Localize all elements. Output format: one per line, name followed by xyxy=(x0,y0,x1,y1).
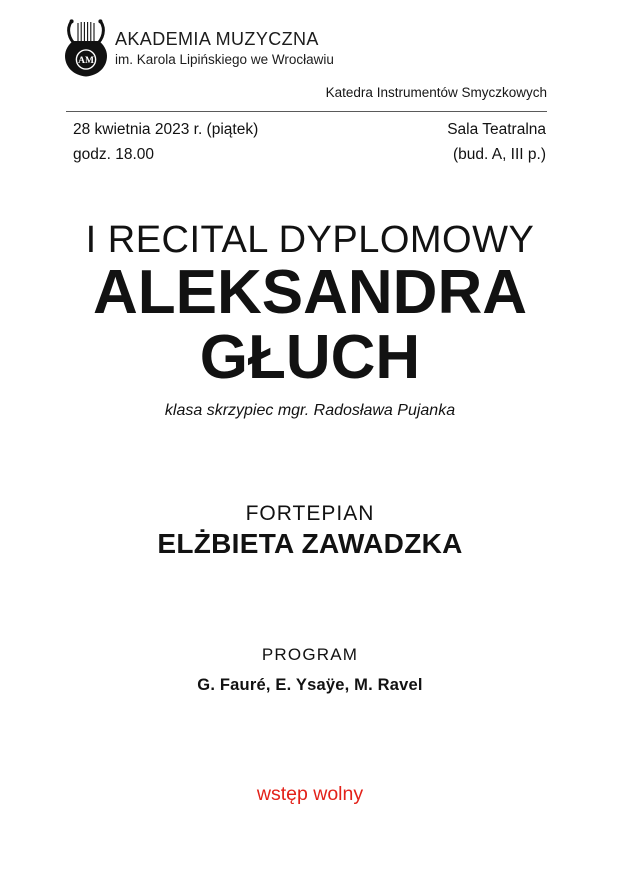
header-divider xyxy=(66,111,547,112)
performer-name xyxy=(0,260,620,390)
event-time: godz. 18.00 xyxy=(73,146,155,163)
performer-first-name: ALEKSANDRA xyxy=(93,258,527,327)
department-name: Katedra Instrumentów Smyczkowych xyxy=(325,85,547,100)
academy-subtitle: im. Karola Lipińskiego we Wrocławiu xyxy=(115,51,334,67)
lyre-icon xyxy=(63,18,109,78)
accompanist-name: ELŻBIETA ZAWADZKA xyxy=(157,528,463,559)
performer-last-name: GŁUCH xyxy=(199,323,421,392)
event-info-row-2 xyxy=(73,146,546,164)
accompanist-role: FORTEPIAN xyxy=(245,502,375,525)
logo-monogram: AM xyxy=(78,56,94,67)
violin-class-note: klasa skrzypiec mgr. Radosława Pujanka xyxy=(164,402,456,419)
academy-name: AKADEMIA MUZYCZNA xyxy=(115,29,319,49)
recital-title: I RECITAL DYPLOMOWY xyxy=(85,219,535,261)
academy-masthead xyxy=(115,29,334,67)
program-heading: PROGRAM xyxy=(261,645,359,664)
venue-name: Sala Teatralna xyxy=(447,121,546,138)
event-date: 28 kwietnia 2023 r. (piątek) xyxy=(73,121,259,138)
admission-note: wstęp wolny xyxy=(256,783,364,805)
program-composers: G. Fauré, E. Ysaÿe, M. Ravel xyxy=(197,676,423,694)
academy-lyre-logo xyxy=(63,18,109,78)
venue-detail: (bud. A, III p.) xyxy=(452,146,546,163)
event-info-row-1 xyxy=(73,121,546,139)
